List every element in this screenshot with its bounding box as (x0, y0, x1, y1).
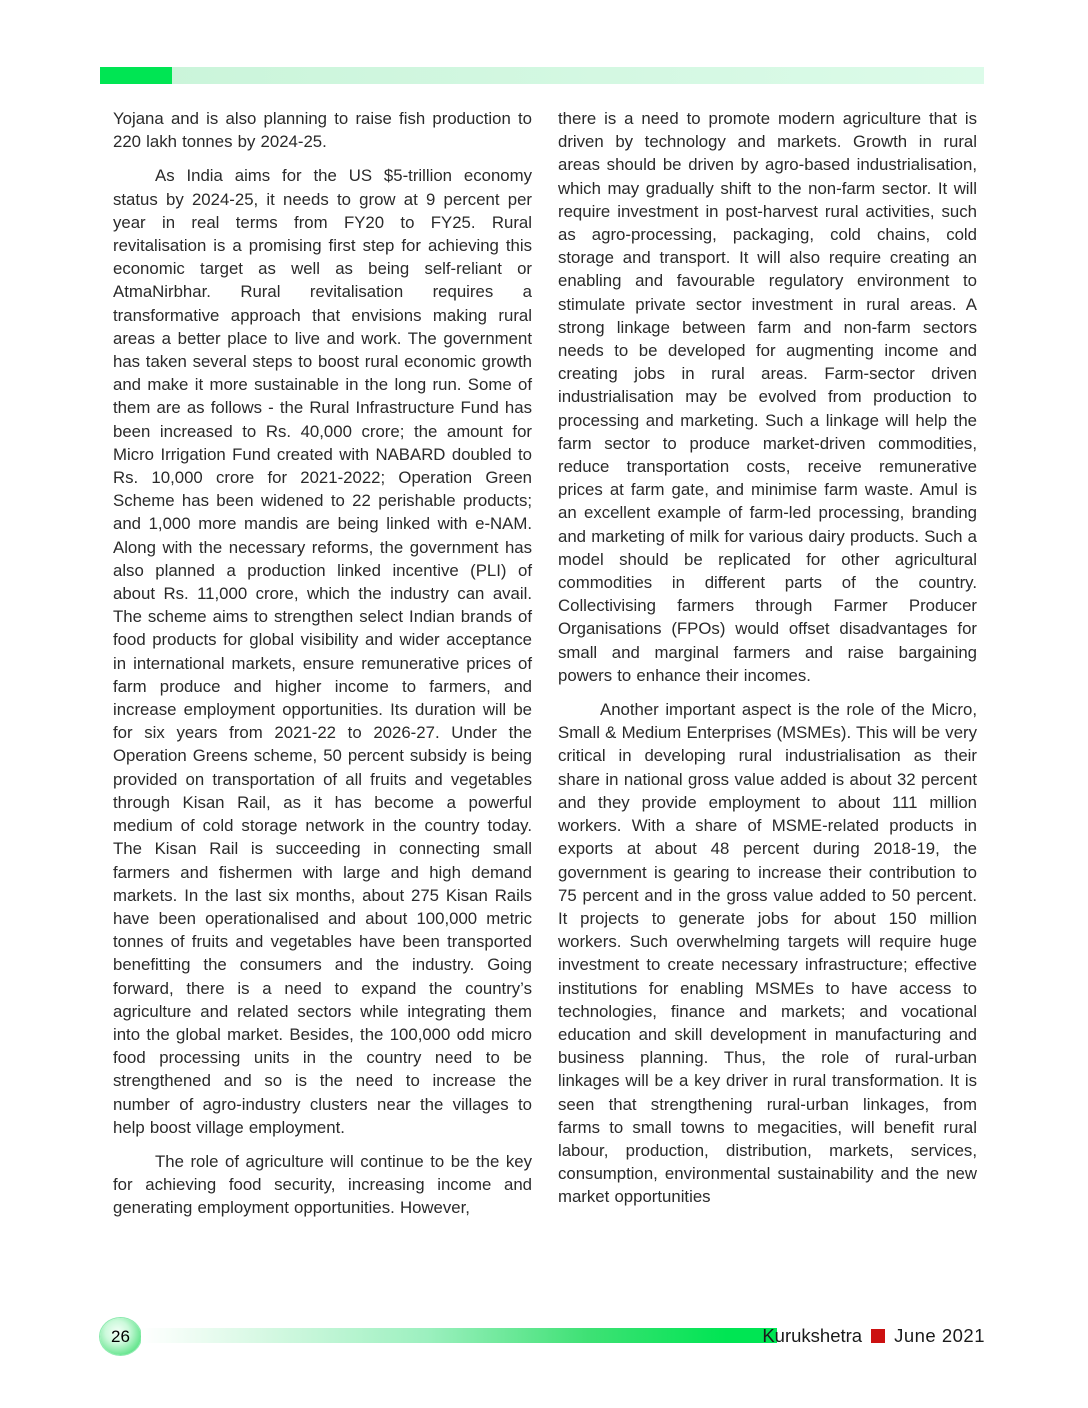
paragraph-continuation: Yojana and is also planning to raise fish production to 220 lakh tonnes by 2024-25. (113, 109, 532, 152)
paragraph-continuation: there is a need to promote modern agriculture that is driven by technology and markets. Growth in rural areas should be driven by agro-based industrialisation, which may gradually shift to the non-farm sector. It will require investment in post-harvest rural activities, such as agro-processing, packaging, cold chains, cold storage and transport. It will also require creating an enabling and favourable regulatory environment to stimulate private sector investment in rural areas. A strong linkage between farm and non-farm sectors needs to be developed for augmenting income and creating jobs in rural areas. Farm-sector driven industrialisation may be evolved from production to processing and marketing. Such a linkage will help the farm sector to produce market-driven commodities, reduce transportation costs, receive remunerative prices at farm gate, and minimise farm waste. Amul is an excellent example of farm-led processing, branding and marketing of milk for various dairy products. Such a model should be replicated for other agricultural commodities in different parts of the country. Collectivising farmers through Farmer Producer Organisations (FPOs) would offset disadvantages for small and marginal farmers and raise bargaining powers to enhance their incomes. (558, 109, 977, 685)
paragraph: Another important aspect is the role of the Micro, Small & Medium Enterprises (MSMEs). This will be very critical in developing rural industrialisation as their share in national gross value added is about 32 percent and they provide employment to about 111 million workers. With a share of MSME-related products in exports at about 48 percent during 2018-19, the government is gearing to increase their contribution to 75 percent and in the gross value added to 50 percent. It projects to generate jobs for about 150 million workers. Such overwhelming targets will require huge investment to create necessary infrastructure; effective institutions for enabling MSMEs to have access to technologies, finance and markets; and vocational education and skill development in manufacturing and business planning. Thus, the role of rural-urban linkages will be a key driver in rural transformation. It is seen that strengthening rural-urban linkages, from farms to small towns to megacities, will benefit rural labour, production, distribution, markets, services, consumption, environmental sustainability and the new market opportunities (558, 700, 977, 1207)
paragraph: As India aims for the US $5-trillion economy status by 2024-25, it needs to grow at 9 percent per year in real terms from FY20 to FY25. Rural revitalisation is a promising first step for achieving this economic target as well as being self-reliant or AtmaNirbhar. Rural revitalisation requires a transformative approach that envisions making rural areas a better place to live and work. The government has taken several steps to boost rural economic growth and make it more sustainable in the long run. Some of them are as follows - the Rural Infrastructure Fund has been increased to Rs. 40,000 crore; the amount for Micro Irrigation Fund created with NABARD doubled to Rs. 10,000 crore for 2021-2022; Operation Green Scheme has been widened to 22 perishable products; and 1,000 more mandis are being linked with e-NAM. Along with the necessary reforms, the government has also planned a production linked incentive (PLI) of about Rs. 11,000 crore, which the industry can avail. The scheme aims to strengthen select Indian brands of food products for global visibility and wider acceptance in international markets, ensure remunerative prices of farm produce and higher income to farmers, and increase employment opportunities. Its duration will be for six years from 2021-22 to 2026-27. Under the Operation Greens scheme, 50 percent subsidy is being provided on transportation of all fruits and vegetables through Kisan Rail, as it has become a powerful medium of cold storage network in the country today. The Kisan Rail is succeeding in connecting small farmers and fishermen with large and high demand markets. In the last six months, about 275 Kisan Rails have been operationalised and about 100,000 metric tonnes of fruits and vegetables have been transported benefitting the consumers and the industry. Going forward, there is a need to expand the country’s agriculture and related sectors while integrating them into the global market. Besides, the 100,000 odd micro food processing units in the country need to be strengthened and so is the need to increase the number of agro-industry clusters near the villages to help boost village employment. (113, 166, 532, 1137)
red-square-icon (871, 1329, 885, 1343)
article-body (113, 107, 977, 1231)
issue-date: June 2021 (894, 1325, 985, 1346)
page-number-badge (100, 1318, 141, 1355)
header-accent-block (100, 67, 172, 84)
paragraph: The role of agriculture will continue to be the key for achieving food security, increasing income and generating employment opportunities. However, (113, 1151, 532, 1218)
page-number: 26 (111, 1326, 130, 1346)
footer-decoration-bar (141, 1328, 777, 1343)
footer-meta (762, 1324, 985, 1348)
header-decoration-bar (100, 67, 984, 84)
magazine-title: Kurukshetra (762, 1325, 863, 1346)
left-column (113, 107, 532, 1231)
right-column (558, 107, 977, 1231)
